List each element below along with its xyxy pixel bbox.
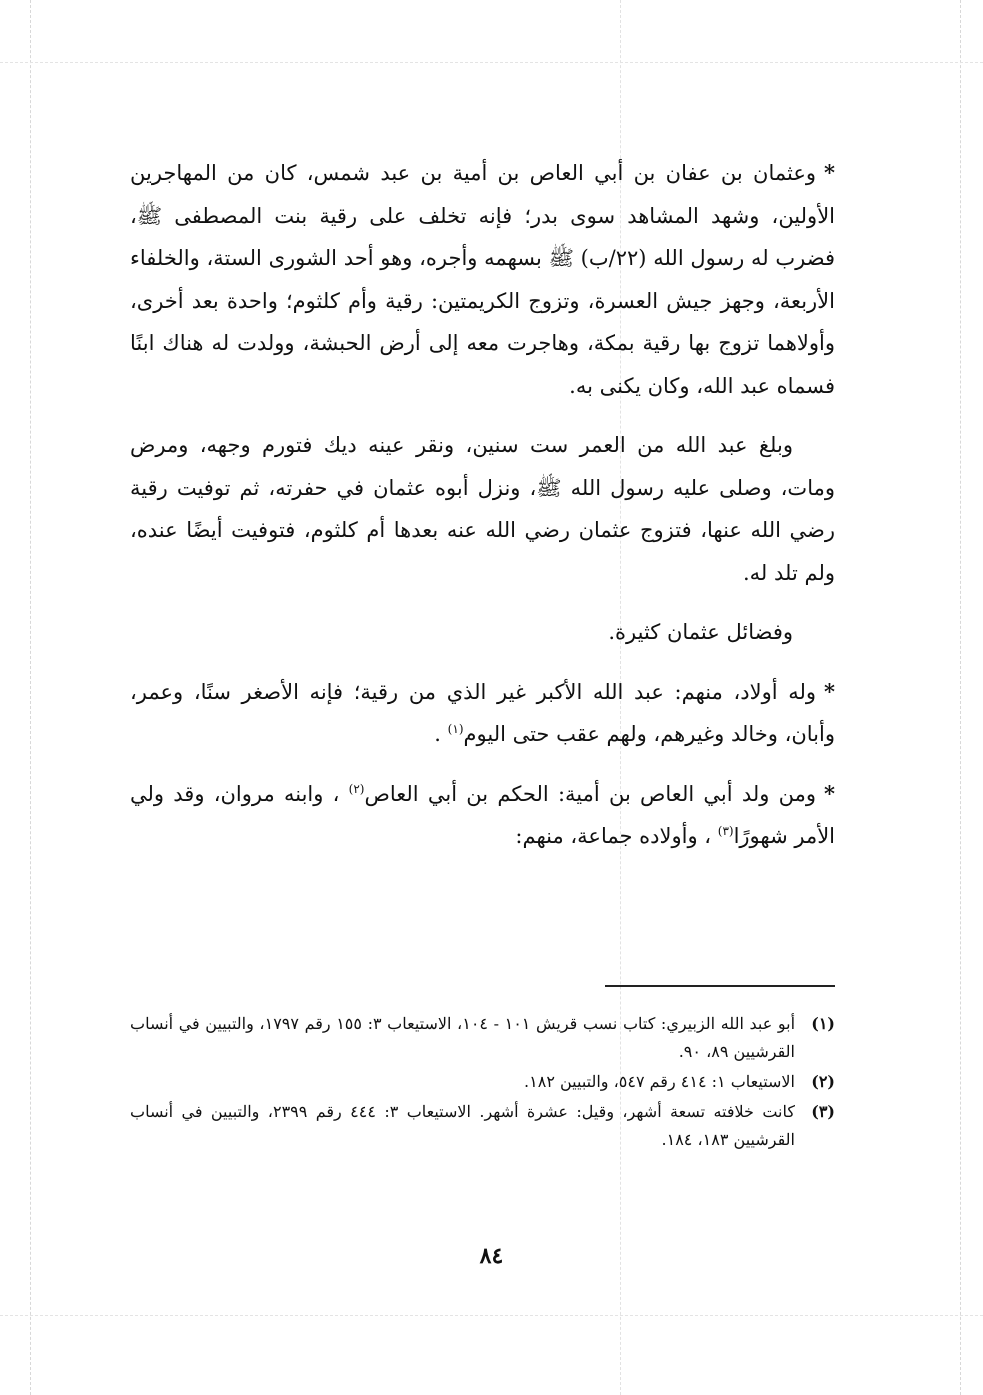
footnote-ref: (٣) <box>717 824 734 838</box>
star-marker: * <box>824 678 835 704</box>
paragraph-end: . <box>434 722 441 746</box>
paragraph-abdullah <box>130 424 835 594</box>
main-text <box>130 152 835 875</box>
star-marker: * <box>824 160 835 185</box>
paragraph-text: ، وابنه مروان، وقد ولي الأمر شهورًا <box>130 781 835 848</box>
scan-guide-line <box>960 0 961 1395</box>
footnotes <box>130 1010 835 1156</box>
footnote-item <box>130 1098 835 1154</box>
paragraph-text: وعثمان بن عفان بن أبي العاص بن أمية بن عبد شمس، كان من المهاجرين الأولين، وشهد المشاهد سوى بدر؛ فإنه تخلف على رقية بنت المصطفى ﷺ، فضرب له رسول الله (٢٢/ب) ﷺ بسهمه وأجره، وهو أحد الشورى الستة، والخلفاء الأربعة، وجهز جيش العسرة، وتزوج الكريمتين: رقية وأم كلثوم؛ واحدة بعد أخرى، وأولاهما تزوج بها رقية بمكة، وهاجرت معه إلى أرض الحبشة، وولدت له هناك ابنًا فسماه عبد الله، وكان يكنى به. <box>130 161 835 398</box>
footnote-ref: (١) <box>447 722 464 736</box>
scan-guide-line <box>0 1315 983 1316</box>
footnote-text: الاستيعاب ١: ٤١٤ رقم ٥٤٧، والتبيين ١٨٢. <box>524 1072 795 1091</box>
footnote-number: (٢) <box>811 1072 835 1091</box>
paragraph-text: وله أولاد، منهم: عبد الله الأكبر غير الذي من رقية؛ فإنه الأصغر سنًا، وعمر، وأبان، وخالد وغيرهم، ولهم عقب حتى اليوم <box>130 679 835 746</box>
scan-guide-line <box>0 62 983 63</box>
page-number: ٨٤ <box>479 1243 504 1269</box>
footnote-item <box>130 1010 835 1066</box>
paragraph-text: وبلغ عبد الله من العمر ست سنين، ونقر عينه ديك فتورم وجهه، ومرض ومات، وصلى عليه رسول الله ﷺ، ونزل أبوه عثمان في حفرته، ثم توفيت رقية رضي الله عنها، فتزوج عثمان رضي الله عنه بعدها أم كلثوم، فتوفيت أيضًا عنده، ولم تلد له. <box>130 433 835 585</box>
footnote-divider <box>605 985 835 987</box>
footnote-number: (١) <box>811 1014 835 1033</box>
scan-guide-line <box>30 0 31 1395</box>
footnote-item <box>130 1068 835 1096</box>
star-marker: * <box>824 780 835 806</box>
footnote-text: كانت خلافته تسعة أشهر، وقيل: عشرة أشهر. الاستيعاب ٣: ٤٤٤ رقم ٢٣٩٩، والتبيين في أنساب القرشيين ١٨٣، ١٨٤. <box>130 1102 795 1149</box>
paragraph-text: وفضائل عثمان كثيرة. <box>608 620 793 644</box>
footnote-text: أبو عبد الله الزبيري: كتاب نسب قريش ١٠١ - ١٠٤، الاستيعاب ٣: ١٥٥ رقم ١٧٩٧، والتبيين في أنساب القرشيين ٨٩، ٩٠. <box>130 1014 796 1061</box>
paragraph-text: ومن ولد أبي العاص بن أمية: الحكم بن أبي العاص <box>364 781 817 806</box>
paragraph-virtues <box>130 611 835 654</box>
paragraph-text: ، وأولاده جماعة، منهم: <box>515 824 712 848</box>
paragraph-uthman <box>130 152 835 407</box>
paragraph-hakam <box>130 773 835 858</box>
footnote-number: (٣) <box>811 1102 835 1121</box>
paragraph-sons <box>130 671 835 756</box>
footnote-ref: (٢) <box>348 781 365 796</box>
